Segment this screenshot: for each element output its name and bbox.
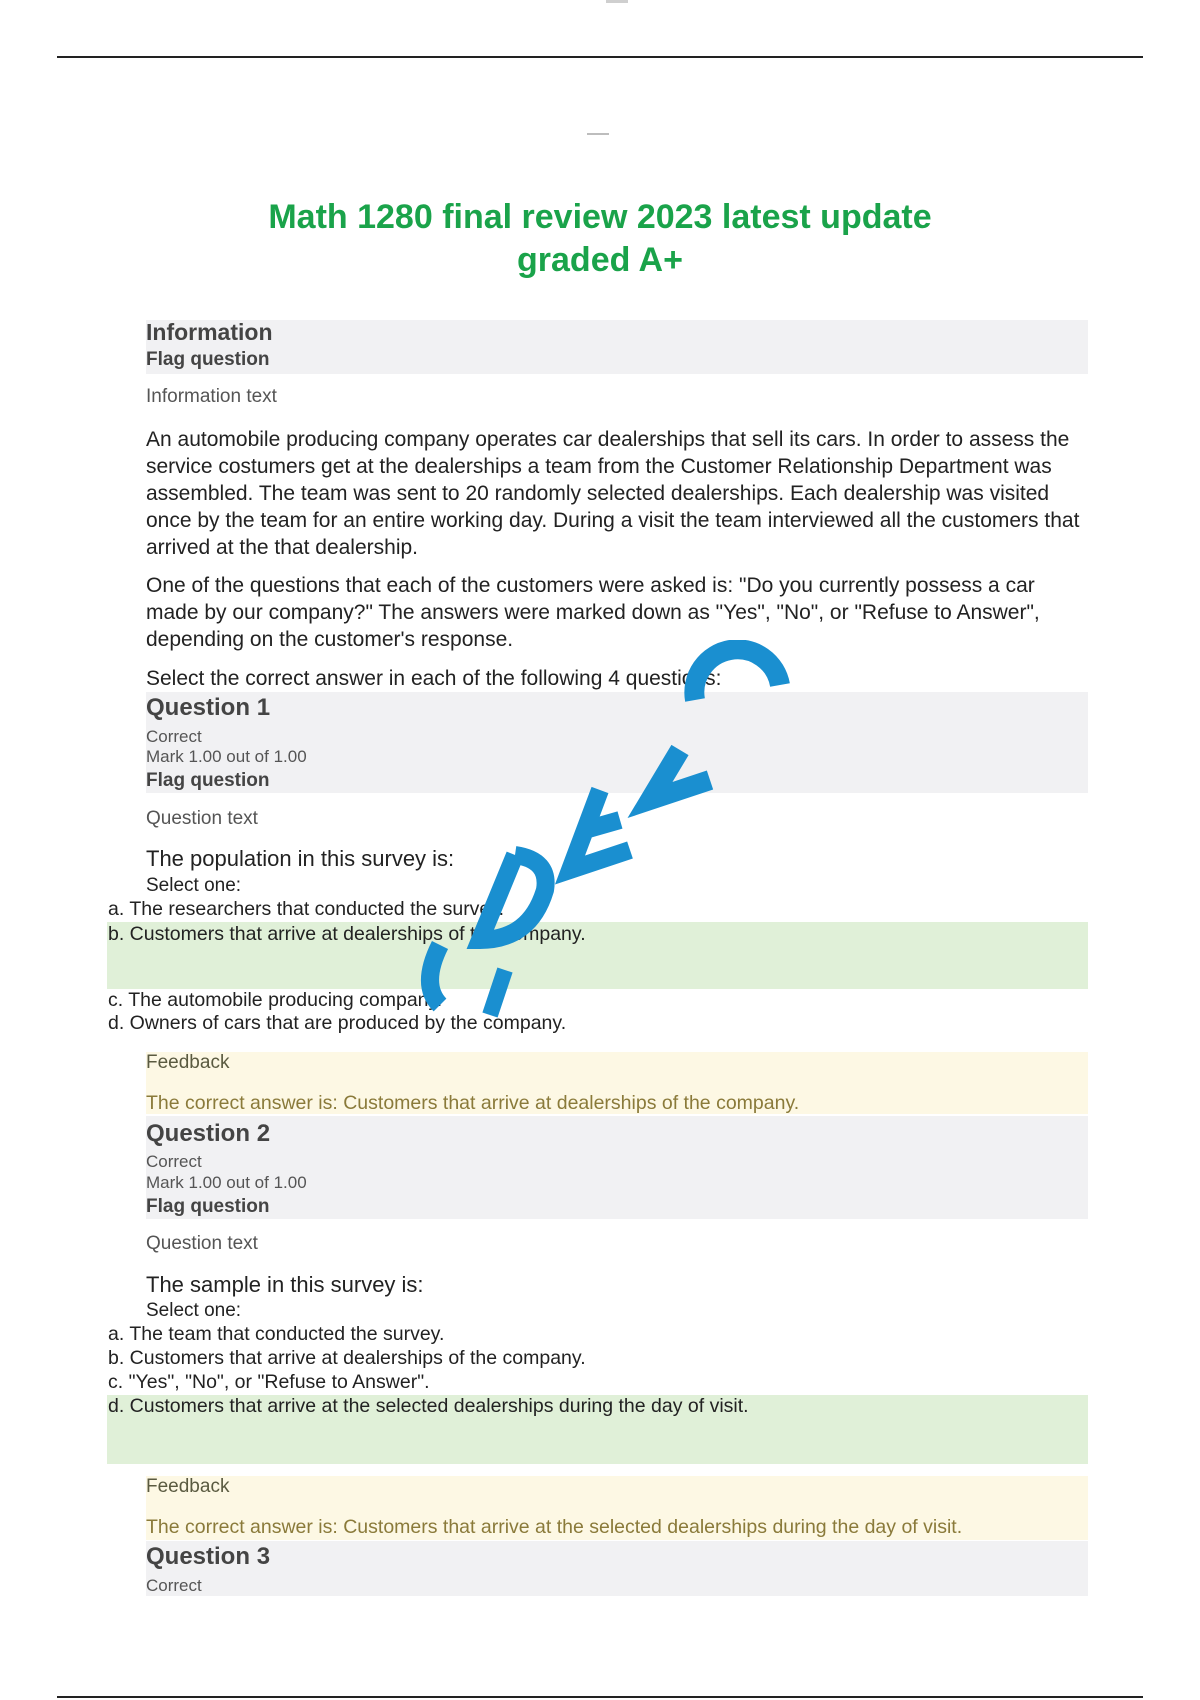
- question-1-feedback-label: Feedback: [146, 1052, 230, 1073]
- question-1-mark: Mark 1.00 out of 1.00: [146, 747, 307, 766]
- info-paragraph-3: Select the correct answer in each of the following 4 questions:: [146, 667, 722, 690]
- question-2-option-d[interactable]: d. Customers that arrive at the selected dealerships during the day of visit.: [108, 1395, 749, 1417]
- question-1-option-a[interactable]: a. The researchers that conducted the survey.: [108, 898, 504, 920]
- title-line-1: Math 1280 final review 2023 latest update: [268, 198, 932, 236]
- question-2-status: Correct: [146, 1152, 202, 1171]
- question-1-status: Correct: [146, 727, 202, 746]
- info-flag-button[interactable]: Flag question: [146, 349, 270, 370]
- info-heading: Information: [146, 319, 273, 345]
- question-1-text-label: Question text: [146, 808, 258, 829]
- question-3-status: Correct: [146, 1576, 202, 1595]
- question-2-feedback-label: Feedback: [146, 1476, 230, 1497]
- question-1-option-c[interactable]: c. The automobile producing company.: [108, 989, 443, 1011]
- info-text-label: Information text: [146, 386, 277, 407]
- info-header-bg: [146, 320, 1088, 374]
- question-1-feedback: The correct answer is: Customers that arrive at dealerships of the company.: [146, 1092, 800, 1114]
- question-2-select-one: Select one:: [146, 1300, 242, 1321]
- question-2-feedback: The correct answer is: Customers that arrive at the selected dealerships during the day of visit.: [146, 1516, 963, 1538]
- info-paragraph-2: One of the questions that each of the customers were asked is: "Do you currently possess a car made by our company?" The answers were marked down as "Yes", "No", or "Refuse to Answer", depending on the customer's response.: [146, 574, 1040, 651]
- question-2-option-b[interactable]: b. Customers that arrive at dealerships of the company.: [108, 1347, 586, 1369]
- question-1-select-one: Select one:: [146, 875, 242, 896]
- question-2-option-c[interactable]: c. "Yes", "No", or "Refuse to Answer".: [108, 1371, 430, 1393]
- question-2-option-a[interactable]: a. The team that conducted the survey.: [108, 1323, 445, 1345]
- question-2-flag-button[interactable]: Flag question: [146, 1196, 270, 1217]
- question-2-header-bg: [146, 1116, 1088, 1219]
- question-1-flag-button[interactable]: Flag question: [146, 770, 270, 791]
- question-2-text: The sample in this survey is:: [146, 1272, 424, 1297]
- info-paragraph-1: An automobile producing company operates car dealerships that sell its cars. In order to assess the service costumers get at the dealerships a team from the Customer Relationship Department was assembled. The team was sent to 20 randomly selected dealerships. Each dealership was visited once by the team for an entire working day. During a visit the team interviewed all the customers that arrived at the that dealership.: [146, 428, 1080, 559]
- question-2-text-label: Question text: [146, 1233, 258, 1254]
- question-1-heading: Question 1: [146, 694, 271, 721]
- question-3-header-bg: [146, 1541, 1088, 1596]
- question-2-mark: Mark 1.00 out of 1.00: [146, 1173, 307, 1192]
- question-1-option-b[interactable]: b. Customers that arrive at dealerships of the company.: [108, 923, 586, 945]
- question-2-heading: Question 2: [146, 1120, 271, 1147]
- question-1-text: The population in this survey is:: [146, 846, 455, 871]
- question-1-header-bg: [146, 692, 1088, 793]
- bottom-rule: [57, 1696, 1143, 1698]
- question-3-heading: Question 3: [146, 1543, 271, 1570]
- question-1-option-d[interactable]: d. Owners of cars that are produced by the company.: [108, 1012, 567, 1034]
- title-line-2: graded A+: [517, 241, 683, 279]
